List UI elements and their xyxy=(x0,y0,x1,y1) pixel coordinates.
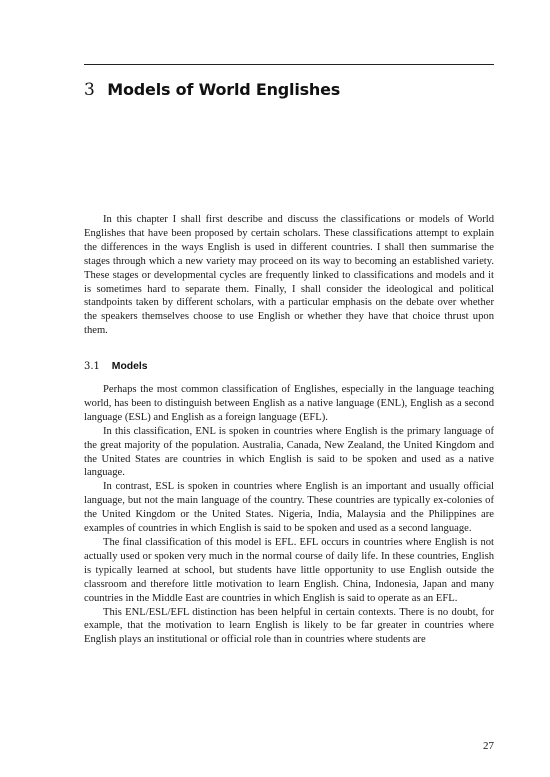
intro-text xyxy=(84,213,494,338)
chapter-heading xyxy=(84,80,494,100)
section-title: Models xyxy=(111,361,148,372)
header-rule xyxy=(84,64,494,65)
chapter-number: 3 xyxy=(84,80,95,100)
section-paragraph: The final classification of this model is EFL. EFL occurs in countries where English is not actually used or spoken very much in the normal course of daily life. In these countries, English is typically learned at school, but students have little opportunity to use English outside the classroom and therefore little motivation to learn English. China, Indonesia, Japan and many countries in the Middle East are countries in which English is said to operate as an EFL. xyxy=(84,536,494,604)
section-paragraph: Perhaps the most common classification of Englishes, especially in the language teaching world, has been to distinguish between English as a native language (ENL), English as a second language (ESL) and English as a foreign language (EFL). xyxy=(84,384,494,423)
chapter-title: Models of World Englishes xyxy=(107,80,341,99)
section-heading xyxy=(84,361,148,372)
intro-paragraph: In this chapter I shall first describe and discuss the classifications or models of World Englishes that have been proposed by certain scholars. These classifications attempt to explain the differences in the ways English is used in different countries. I shall then summarise the stages through which a new variety may proceed on its way to becoming an established variety. These stages or developmental cycles are frequently linked to classifications and models and it is sometimes hard to separate them. Finally, I shall consider the ideological and political standpoints taken by different scholars, with a particular emphasis on the debate over whether the speakers themselves choose to use English or whether they have that choice thrust upon them. xyxy=(84,214,494,337)
section-paragraph: This ENL/ESL/EFL distinction has been helpful in certain contexts. There is no doubt, for example, that the motivation to learn English is likely to be far greater in countries where English plays an institutional or official role than in countries where students are xyxy=(84,606,494,646)
section-body xyxy=(84,383,494,647)
section-paragraph: In contrast, ESL is spoken in countries where English is an important and usually official language, but not the main language of the country. These countries are typically ex-colonies of the United Kingdom or the United States. Nigeria, India, Malaysia and the Philippines are examples of countries in which English is said to be spoken and used as a second language. xyxy=(84,481,494,535)
section-paragraph: In this classification, ENL is spoken in countries where English is the primary language of the great majority of the population. Australia, Canada, New Zealand, the United Kingdom and the United States are countries in which English is said to be spoken and used as a native language. xyxy=(84,425,494,479)
page-number: 27 xyxy=(483,740,494,752)
section-number: 3.1 xyxy=(84,361,100,372)
